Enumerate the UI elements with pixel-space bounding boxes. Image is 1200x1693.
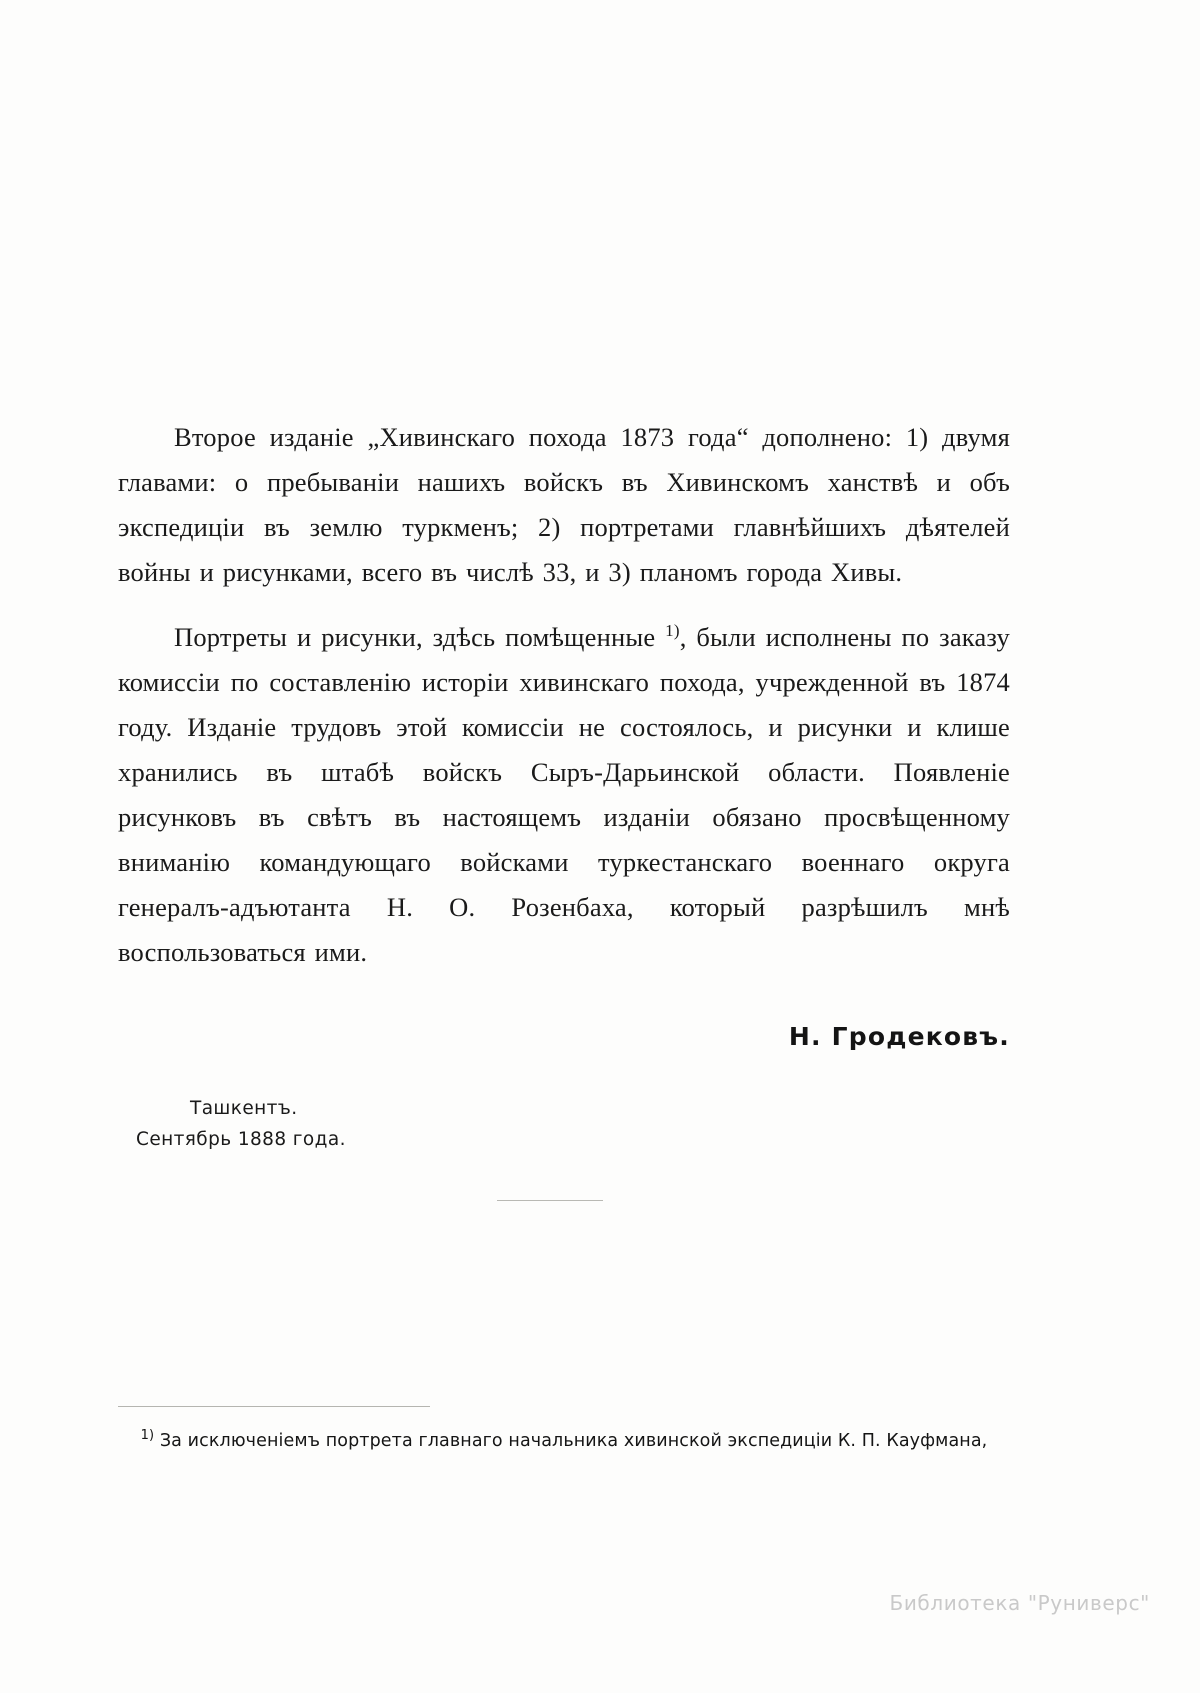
dateline-place: Ташкентъ. xyxy=(190,1098,298,1119)
footnote-body: За исключеніемъ портрета главнаго начальника хивинской экспедиціи К. П. Кауфмана, xyxy=(159,1431,988,1451)
footnote-separator xyxy=(118,1406,430,1407)
body-text xyxy=(118,415,1010,975)
paragraph-2: Портреты и рисунки, здѣсь помѣщенные $^{1)}$, были исполнены по заказу комиссіи по составленію исторіи хивинскаго похода, учрежденной въ 1874 году. Изданіе трудовъ этой комиссіи не состоялось, и рисунки и клише хранились въ штабѣ войскъ Сыръ-Дарьинской области. Появленіе рисунковъ въ свѣтъ въ настоящемъ изданіи обязано просвѣщенному вниманію командующаго войсками туркестанскаго военнаго округа генералъ-адъютанта Н. О. Розенбаха, который разрѣшилъ мнѣ воспользоваться ими. xyxy=(118,621,1010,967)
author-signature: Н. Гродековъ. xyxy=(788,1022,1010,1051)
footnote-reference-marker[interactable]: 1) xyxy=(665,621,680,641)
footnote-number: 1) xyxy=(140,1428,155,1444)
dateline-date: Сентябрь 1888 года. xyxy=(136,1129,346,1150)
paragraph-1: Второе изданіе „Хивинскаго похода 1873 года“ дополнено: 1) двумя главами: о пребываніи нашихъ войскъ въ Хивинскомъ ханствѣ и объ экспедиціи въ землю туркменъ; 2) портретами главнѣйшихъ дѣятелей войны и рисунками, всего въ числѣ 33, и 3) планомъ города Хивы. xyxy=(118,422,1010,587)
decorative-divider xyxy=(497,1200,603,1201)
library-watermark: Библиотека "Руниверс" xyxy=(889,1591,1150,1615)
footnote-text xyxy=(118,1428,1010,1454)
dateline xyxy=(136,1098,346,1150)
